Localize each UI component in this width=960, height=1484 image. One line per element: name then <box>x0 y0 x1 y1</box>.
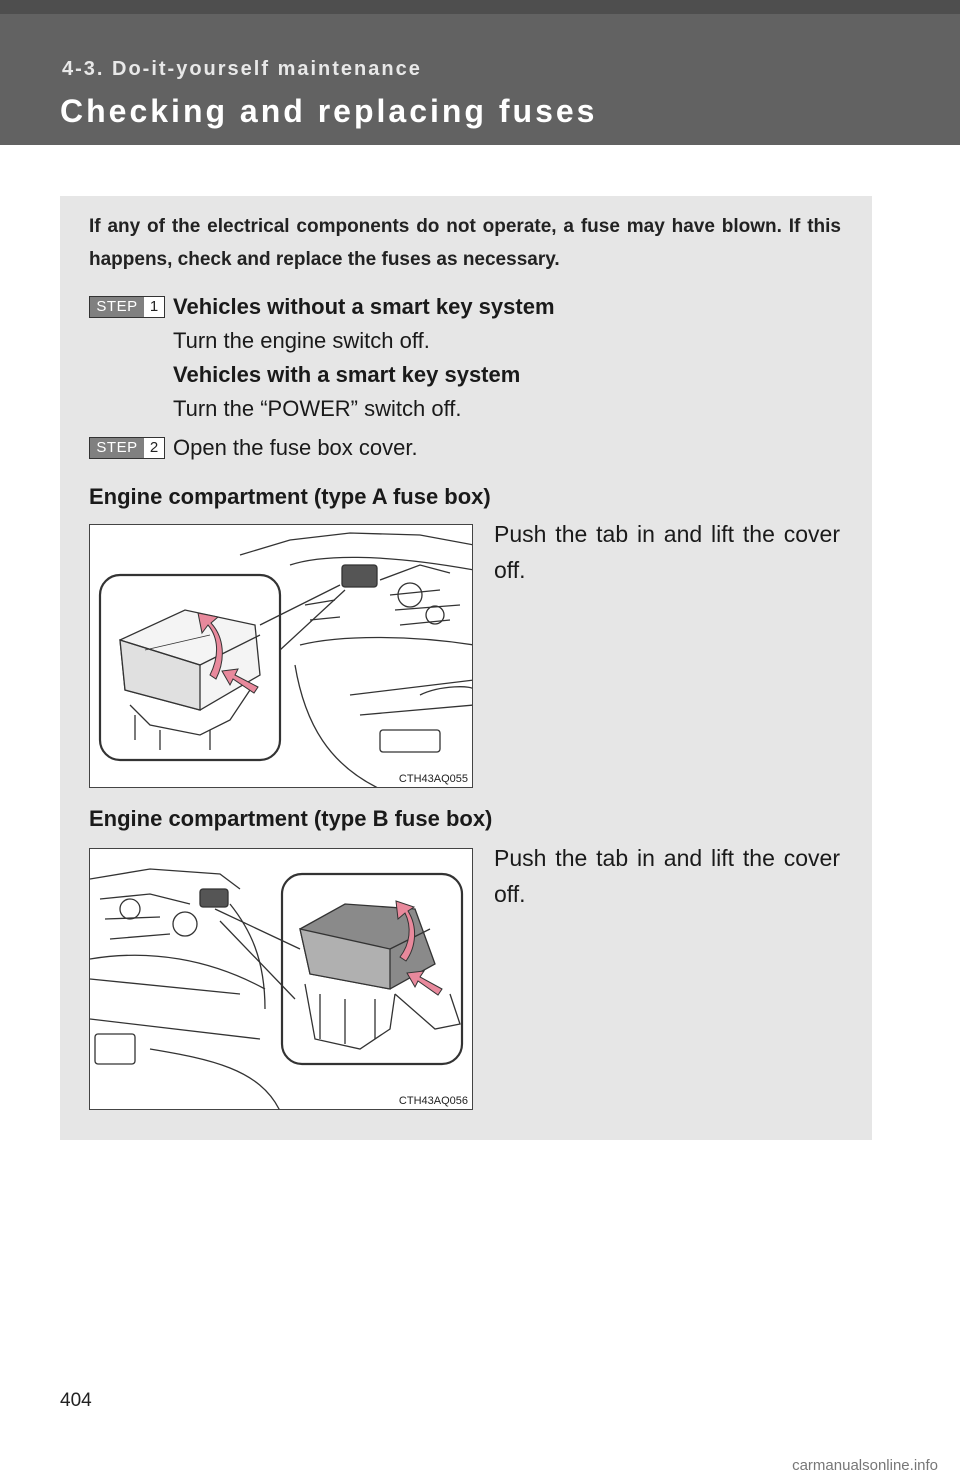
type-a-description: Push the tab in and lift the cover off. <box>494 521 840 583</box>
step-1-heading-without-smart-key: Vehicles without a smart key system <box>173 294 555 319</box>
intro-paragraph: If any of the electrical components do not operate, a fuse may have blown. If this happens, check and replace the fuses as necessary. <box>89 216 841 270</box>
step-badge-word: STEP <box>90 297 144 317</box>
step-badge-word: STEP <box>90 438 144 458</box>
type-b-description: Push the tab in and lift the cover off. <box>494 845 840 907</box>
step-badge-number: 1 <box>149 298 159 315</box>
section-label: 4-3. Do-it-yourself maintenance <box>62 58 422 80</box>
step-1-badge <box>89 296 165 318</box>
step-2-badge <box>89 437 165 459</box>
step-1-text-with-smart-key: Turn the “POWER” switch off. <box>173 396 462 421</box>
page-title: Checking and replacing fuses <box>60 93 598 129</box>
step-badge-number: 2 <box>149 439 159 456</box>
type-a-fuse-box-figure <box>89 524 473 788</box>
figure-code: CTH43AQ055 <box>398 773 468 785</box>
engine-compartment-illustration <box>90 525 473 788</box>
watermark-text: carmanualsonline.info <box>792 1457 938 1474</box>
step-2-text: Open the fuse box cover. <box>173 435 418 460</box>
step-1-heading-with-smart-key: Vehicles with a smart key system <box>173 362 521 387</box>
type-b-heading: Engine compartment (type B fuse box) <box>89 806 493 831</box>
header-top-strip <box>0 0 960 14</box>
type-b-fuse-box-figure <box>89 848 473 1110</box>
section-header-band <box>0 0 960 145</box>
step-1-text-without-smart-key: Turn the engine switch off. <box>173 328 430 353</box>
figure-code: CTH43AQ056 <box>398 1095 468 1107</box>
type-a-heading: Engine compartment (type A fuse box) <box>89 484 491 509</box>
engine-compartment-illustration <box>90 849 473 1110</box>
page-number: 404 <box>60 1390 92 1411</box>
